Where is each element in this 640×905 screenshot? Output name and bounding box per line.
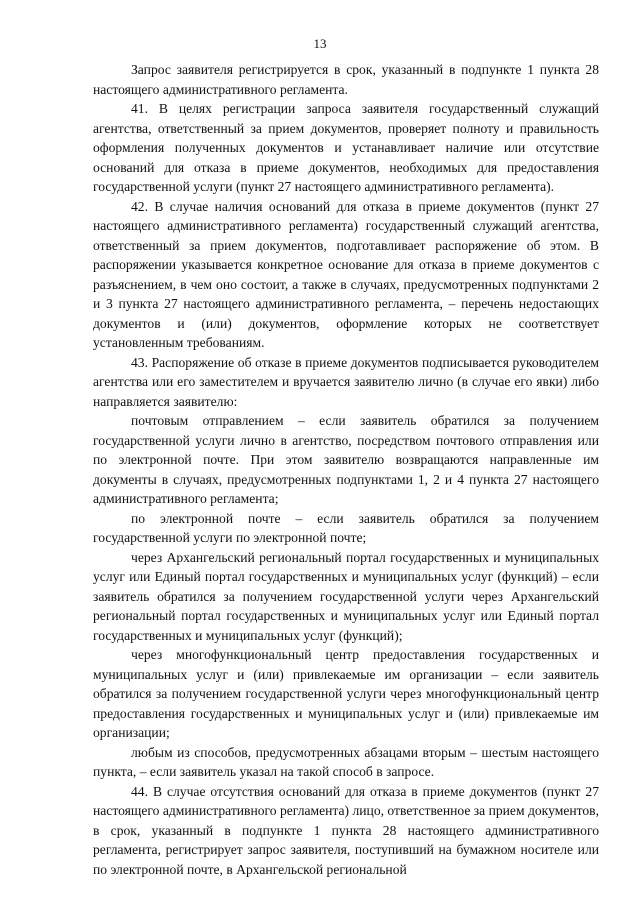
- paragraph-intro: Запрос заявителя регистрируется в срок, указанный в подпункте 1 пункта 28 настоящего административного регламента.: [93, 62, 599, 97]
- paragraph-43-any: любым из способов, предусмотренных абзацами вторым – шестым настоящего пункта, – если заявитель указал на такой способ в запросе.: [93, 744, 599, 779]
- paragraph-41: 41. В целях регистрации запроса заявителя государственный служащий агентства, ответственный за прием документов, проверяет полноту и правильность оформления полученных документов и устанавливает наличие или отсутствие оснований для отказа в приеме документов, необходимых для предоставления государственной услуги (пункт 27 настоящего административного регламента).: [93, 101, 599, 194]
- paragraph-43: 43. Распоряжение об отказе в приеме документов подписывается руководителем агентства или его заместителем и вручается заявителю лично (в случае его явки) либо направляется заявителю:: [93, 354, 599, 409]
- page-number: 13: [313, 36, 327, 51]
- paragraph-43-mail: почтовым отправлением – если заявитель обратился за получением государственной услуги лично в агентство, посредством почтового отправления или по электронной почте. При этом заявителю возвращаются направленные им документы в случаях, предусмотренных подпунктами 1, 2 и 4 пункта 27 настоящего административного регламента;: [93, 413, 599, 506]
- paragraph-43-mfc: через многофункциональный центр предоставления государственных и муниципальных услуг и (или) привлекаемые им организации – если заявитель обратился за получением государственной услуги через многофункциональный центр предоставления государственных и муниципальных услуг и (или) привлекаемые им организации;: [93, 647, 599, 740]
- paragraph-43-email: по электронной почте – если заявитель обратился за получением государственной услуги по электронной почте;: [93, 510, 599, 545]
- paragraph-42: 42. В случае наличия оснований для отказа в приеме документов (пункт 27 настоящего административного регламента) государственный служащий агентства, ответственный за прием документов, подготавливает распоряжение об этом. В распоряжении указывается конкретное основание для отказа в приеме документов с разъяснением, в чем оно состоит, а также в случаях, предусмотренных подпунктами 2 и 3 пункта 27 настоящего административного регламента, – перечень недостающих документов и (или) документов, оформление которых не соответствует установленным требованиям.: [93, 198, 599, 350]
- document-body: [93, 60, 599, 879]
- paragraph-43-portal: через Архангельский региональный портал государственных и муниципальных услуг или Единый портал государственных и муниципальных услуг (функций) – если заявитель обратился за получением государственной услуги через Архангельский региональный портал государственных и муниципальных услуг или Единый портал государственных и муниципальных услуг (функций);: [93, 549, 599, 643]
- paragraph-44: 44. В случае отсутствия оснований для отказа в приеме документов (пункт 27 настоящего административного регламента) лицо, ответственное за прием документов, в срок, указанный в подпункте 1 пункта 28 настоящего административного регламента, регистрирует запрос заявителя, поступивший на бумажном носителе или по электронной почте, в Архангельской региональной: [93, 783, 599, 877]
